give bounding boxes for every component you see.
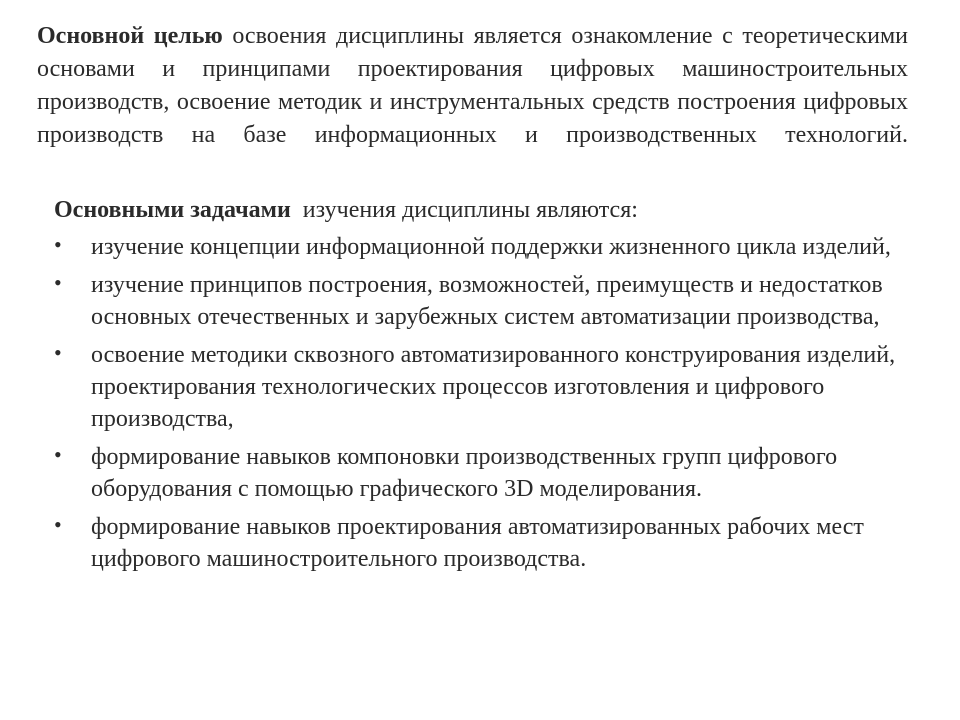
list-item	[54, 441, 954, 505]
tasks-lead: Основными задачами	[54, 197, 291, 223]
list-item-text: изучение принципов построения, возможностей, преимуществ и недостатков основных отечественных и зарубежных систем автоматизации производства,	[91, 272, 883, 330]
goal-text: освоения дисциплины является ознакомление с теоретическими основами и принципами проектирования цифровых машиностроительных производств, освоение методик и инструментальных средств построения цифровых производств на базе информационных и производственных технологий.	[37, 23, 908, 148]
list-item	[54, 231, 954, 263]
goal-paragraph	[37, 20, 908, 152]
bullet-icon: •	[54, 442, 62, 467]
tasks-intro-text: изучения дисциплины являются:	[290, 197, 638, 223]
list-item	[54, 511, 954, 575]
list-item	[54, 339, 954, 435]
list-item-text: формирование навыков компоновки производственных групп цифрового оборудования с помощью графического 3D моделирования.	[91, 444, 838, 502]
bullet-icon: •	[54, 232, 62, 257]
task-list	[54, 231, 954, 581]
tasks-intro	[54, 194, 924, 227]
list-item-text: изучение концепции информационной поддержки жизненного цикла изделий,	[91, 234, 891, 260]
list-item-text: освоение методики сквозного автоматизированного конструирования изделий, проектирования технологических процессов изготовления и цифрового производства,	[91, 342, 896, 432]
list-item	[54, 269, 954, 333]
bullet-icon: •	[54, 270, 62, 295]
list-item-text: формирование навыков проектирования автоматизированных рабочих мест цифрового машиностроительного производства.	[91, 514, 864, 572]
bullet-icon: •	[54, 512, 62, 537]
bullet-icon: •	[54, 340, 62, 365]
goal-lead: Основной целью	[37, 23, 223, 49]
